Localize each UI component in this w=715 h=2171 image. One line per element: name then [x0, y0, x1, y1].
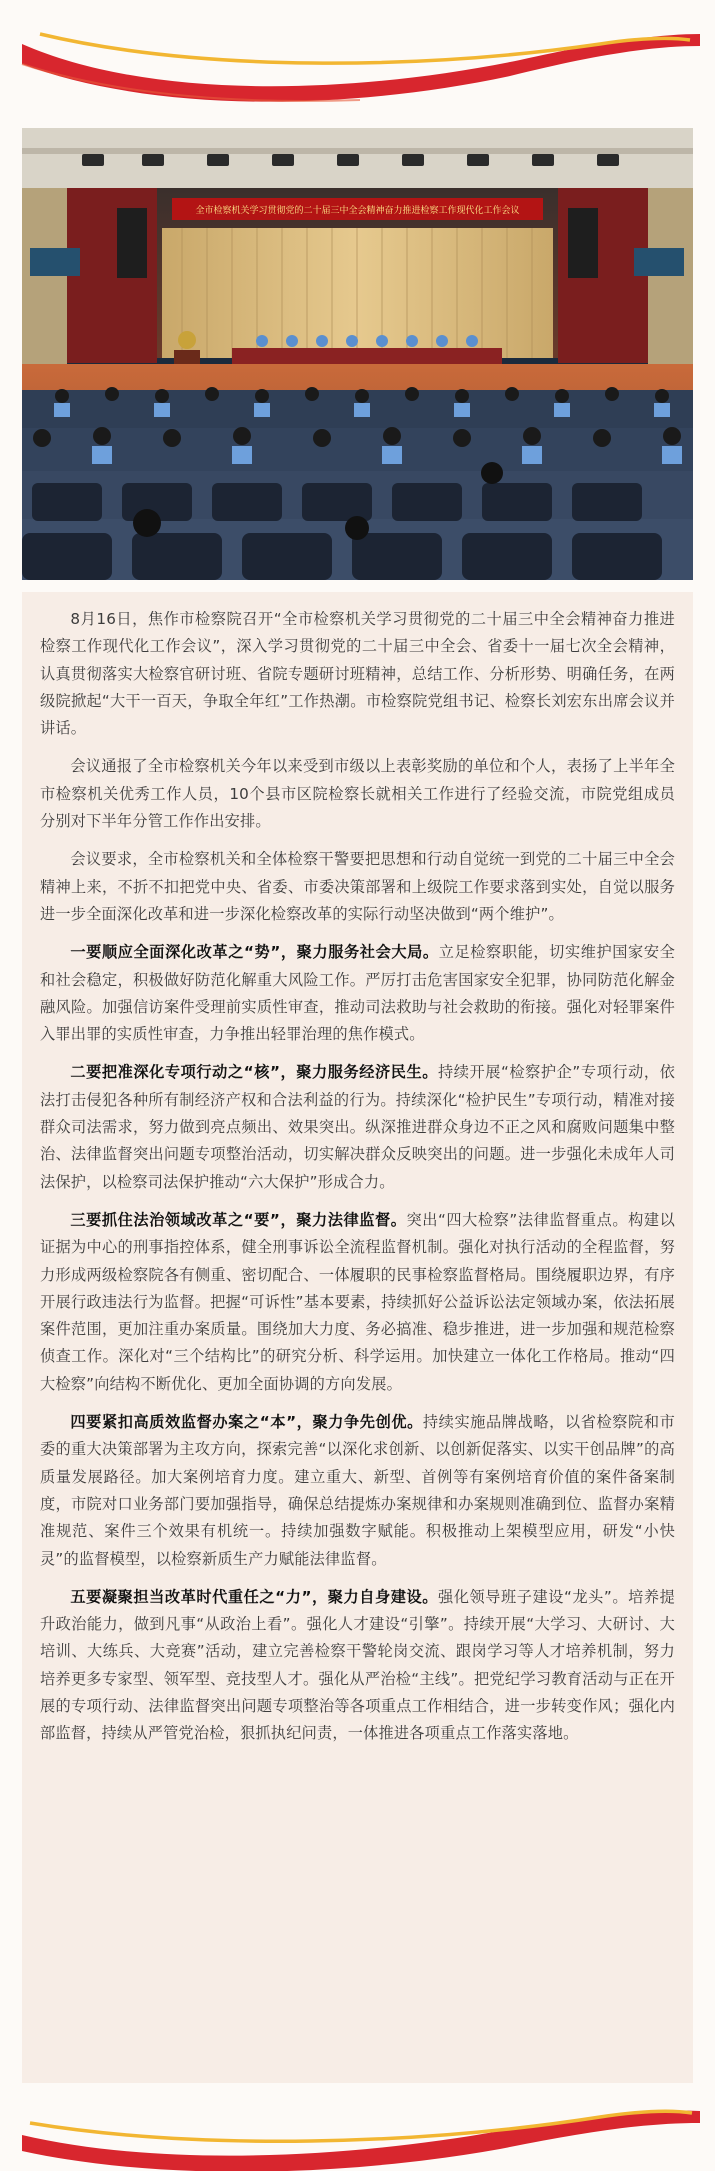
stage-banner-text: 全市检察机关学习贯彻党的二十届三中全会精神奋力推进检察工作现代化工作会议 — [195, 206, 520, 216]
paragraph-text: 持续开展“检察护企”专项行动，依法打击侵犯各种所有制经济产权和合法利益的行为。持续深化“检护民生”专项行动，精准对接群众司法需求，努力做到亮点频出、效果突出。纵深推进群众身边不正之风和腐败问题集中整治、法律监督突出问题专项整治活动，切实解决群众反映突出的问题。进一步强化未成年人司法保护，以检察司法保护推动“六大保护”形成合力。 — [40, 1063, 676, 1191]
paragraph-lead: 五要凝聚担当改革时代重任之“力”，聚力自身建设。 — [70, 1587, 438, 1606]
paragraph-lead: 一要顺应全面深化改革之“势”，聚力服务社会大局。 — [70, 943, 439, 962]
bottom-decorative-ribbon — [0, 2065, 715, 2171]
paragraph-text: 8月16日，焦作市检察院召开“全市检察机关学习贯彻党的二十届三中全会精神奋力推进检察工作现代化工作会议”，深入学习贯彻党的二十届三中全会、省委十一届七次全会精神，认真贯彻落实大检察官研讨班、省院专题研讨班精神，总结工作、分析形势、明确任务，在两级院掀起“大干一百天，争取全年红”工作热潮。市检察院党组书记、检察长刘宏东出席会议并讲话。 — [40, 610, 675, 738]
paragraph-text: 强化领导班子建设“龙头”。培养提升政治能力，做到凡事“从政治上看”。强化人才建设“引擎”。持续开展“大学习、大研讨、大培训、大练兵、大竞赛”活动，建立完善检察干警轮岗交流、跟岗学习等人才培养机制，努力培养更多专家型、领军型、竞技型人才。强化从严治检“主线”。把党纪学习教育活动与正在开展的专项行动、法律监督突出问题专项整治等各项重点工作相结合，进一步转变作风；强化内部监督，持续从严管党治检，狠抓执纪问责，一体推进各项重点工作落实落地。 — [40, 1587, 676, 1743]
article-paragraph-2 — [40, 753, 675, 835]
article-paragraph-4 — [40, 939, 675, 1048]
article-paragraph-3 — [40, 846, 675, 928]
paragraph-text: 立足检察职能，切实维护国家安全和社会稳定，积极做好防范化解重大风险工作。严厉打击危害国家安全犯罪，协同防范化解金融风险。加强信访案件受理前实质性审查，推动司法救助与社会救助的衔接。强化对轻罪案件入罪出罪的实质性审查，力争推出轻罪治理的焦作模式。 — [40, 943, 676, 1044]
article-body — [22, 592, 693, 2082]
article-paragraph-5 — [40, 1059, 675, 1195]
paragraph-lead: 三要抓住法治领域改革之“要”，聚力法律监督。 — [70, 1210, 407, 1229]
article-paragraph-1 — [40, 606, 675, 742]
paragraph-text: 持续实施品牌战略，以省检察院和市委的重大决策部署为主攻方向，探索完善“以深化求创新、以创新促落实、以实干创品牌”的高质量发展路径。加大案例培育力度。建立重大、新型、首例等有案例培育价值的案件备案制度，市院对口业务部门要加强指导，确保总结提炼办案规律和办案规则准确到位、监督办案精准规范、案件三个效果有机统一。持续加强数字赋能。积极推动上架模型应用，研发“小快灵”的监督模型，以检察新质生产力赋能法律监督。 — [40, 1413, 675, 1568]
meeting-photo — [22, 128, 693, 580]
top-decorative-ribbon — [0, 0, 715, 110]
paragraph-lead: 二要把准深化专项行动之“核”，聚力服务经济民生。 — [70, 1063, 438, 1082]
paragraph-text: 突出“四大检察”法律监督重点。构建以证据为中心的刑事指控体系，健全刑事诉讼全流程监督机制。强化对执行活动的全程监督，努力形成两级检察院各有侧重、密切配合、一体履职的民事检察监督格局。围绕履职边界，有序开展行政违法行为监督。把握“可诉性”基本要素，持续抓好公益诉讼法定领域办案，依法拓展案件范围，更加注重办案质量。围绕加大力度、务必搞准、稳步推进，进一步加强和规范检察侦查工作。深化对“三个结构比”的研究分析、科学运用。加快建立一体化工作格局。推动“四大检察”向结构不断优化、更加全面协调的方向发展。 — [40, 1210, 675, 1393]
article-paragraph-8 — [40, 1584, 675, 1748]
paragraph-lead: 四要紧扣高质效监督办案之“本”，聚力争先创优。 — [70, 1413, 423, 1432]
article-paragraph-6 — [40, 1207, 675, 1398]
article-paragraph-7 — [40, 1409, 675, 1573]
paragraph-text: 会议要求，全市检察机关和全体检察干警要把思想和行动自觉统一到党的二十届三中全会精神上来，不折不扣把党中央、省委、市委决策部署和上级院工作要求落到实处，自觉以服务进一步全面深化改革和进一步深化检察改革的实际行动坚决做到“两个维护”。 — [40, 850, 675, 923]
paragraph-text: 会议通报了全市检察机关今年以来受到市级以上表彰奖励的单位和个人，表扬了上半年全市检察机关优秀工作人员，10个县市区院检察长就相关工作进行了经验交流，市院党组成员分别对下半年分管工作作出安排。 — [40, 757, 675, 831]
